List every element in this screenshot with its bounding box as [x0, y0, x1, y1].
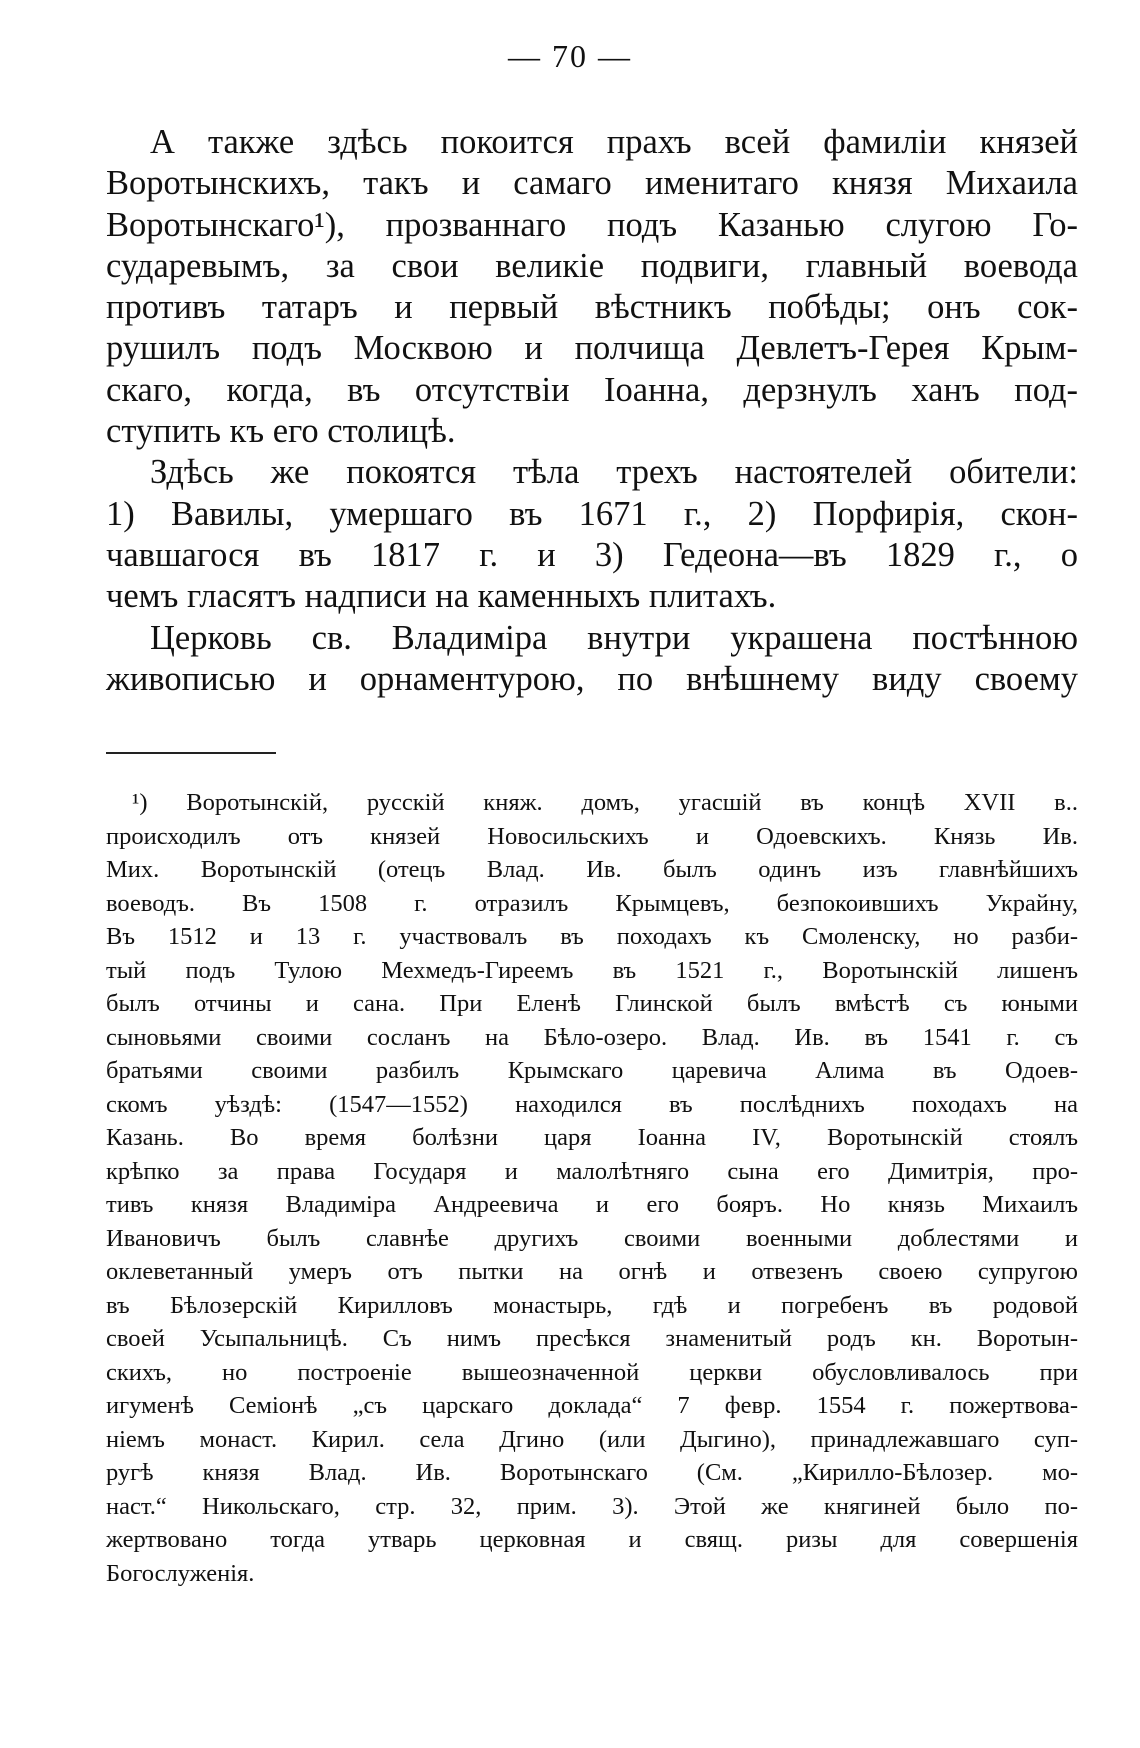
main-line: Церковь св. Владиміра внутри украшена постѣнною [150, 618, 1078, 657]
footnote-line: оклеветанный умеръ отъ пытки на огнѣ и отвезенъ своею супругою [106, 1258, 1078, 1285]
footnote-line: тый подъ Тулою Мехмедъ-Гиреемъ въ 1521 г., Воротынскій лишенъ [106, 956, 1078, 984]
main-line: противъ татаръ и первый вѣстникъ побѣды; онъ сок- [106, 288, 1078, 327]
main-line: скаго, когда, въ отсутствіи Іоанна, дерзнулъ ханъ под- [106, 370, 1078, 409]
footnote-line: Ивановичъ былъ славнѣе другихъ своими военными доблестями и [106, 1224, 1078, 1252]
footnote-line: ніемъ монаст. Кирил. села Дгино (или Дыгино), принадлежавшаго суп- [106, 1425, 1078, 1453]
main-line: А также здѣсь покоится прахъ всей фамиліи князей [150, 123, 1078, 161]
footnote-line: воеводъ. Въ 1508 г. отразилъ Крымцевъ, безпокоившихъ Украйну, [106, 889, 1078, 917]
footnote-line: въ Бѣлозерскій Кирилловъ монастырь, гдѣ и погребенъ въ родовой [106, 1291, 1078, 1319]
main-line: чавшагося въ 1817 г. и 3) Гедеона—въ 1829 г., о [106, 535, 1078, 574]
main-line: 1) Вавилы, умершаго въ 1671 г., 2) Порфирія, скон- [106, 494, 1078, 533]
footnote-line: тивъ князя Владиміра Андреевича и его бояръ. Но князь Михаилъ [106, 1191, 1078, 1218]
footnote [106, 786, 1078, 1590]
footnote-line: братьями своими разбилъ Крымскаго царевича Алима въ Одоев- [106, 1057, 1078, 1084]
footnote-line: своей Усыпальницѣ. Съ нимъ пресѣкся знаменитый родъ кн. Воротын- [106, 1325, 1078, 1352]
main-line: Воротынскаго¹), прозваннаго подъ Казанью слугою Го- [106, 205, 1078, 244]
footnote-line: ругѣ князя Влад. Ив. Воротынскаго (См. „Кирилло-Бѣлозер. мо- [106, 1459, 1078, 1486]
footnote-line: ¹) Воротынскій, русскій княж. домъ, угасшій въ концѣ XVII в.. [132, 789, 1078, 816]
page-number: — 70 — [508, 38, 632, 74]
footnote-line: сыновьями своими сосланъ на Бѣло-озеро. Влад. Ив. въ 1541 г. съ [106, 1023, 1078, 1051]
footnote-line: скихъ, но построеніе вышеозначенной церкви обусловливалось при [106, 1358, 1078, 1386]
footnote-line: крѣпко за права Государя и малолѣтняго сына его Димитрія, про- [106, 1157, 1078, 1185]
footnote-line: игуменѣ Семіонѣ „съ царскаго доклада“ 7 февр. 1554 г. пожертвова- [106, 1392, 1078, 1419]
main-line: живописью и орнаментурою, по внѣшнему виду своему [106, 659, 1078, 698]
footnote-line: скомъ уѣздѣ: (1547—1552) находился въ послѣднихъ походахъ на [106, 1090, 1078, 1118]
footnote-divider [106, 752, 276, 754]
footnote-line: Богослуженія. [106, 1559, 255, 1587]
main-line: Воротынскихъ, такъ и самаго именитаго князя Михаила [106, 164, 1078, 203]
footnote-line: Въ 1512 и 13 г. участвовалъ въ походахъ къ Смоленску, но разби- [106, 923, 1078, 950]
main-line: ступить къ его столицѣ. [106, 412, 456, 451]
main-line: рушилъ подъ Москвою и полчища Девлетъ-Герея Крым- [106, 329, 1078, 368]
footnote-line: Мих. Воротынскій (отецъ Влад. Ив. былъ одинъ изъ главнѣйшихъ [106, 856, 1078, 883]
footnote-line: былъ отчины и сана. При Еленѣ Глинской былъ вмѣстѣ съ юными [106, 990, 1078, 1017]
footnote-line: Казань. Во время болѣзни царя Іоанна IV, Воротынскій стоялъ [106, 1124, 1078, 1151]
footnote-line: наст.“ Никольскаго, стр. 32, прим. 3). Этой же княгиней было по- [106, 1492, 1078, 1520]
main-line: чемъ гласятъ надписи на каменныхъ плитахъ. [106, 577, 777, 616]
main-line: сударевымъ, за свои великіе подвиги, главный воевода [106, 246, 1078, 285]
footnote-line: жертвовано тогда утварь церковная и свящ. ризы для совершенія [106, 1526, 1078, 1553]
footnote-line: происходилъ отъ князей Новосильскихъ и Одоевскихъ. Князь Ив. [106, 822, 1078, 850]
main-line: Здѣсь же покоятся тѣла трехъ настоятелей обители: [150, 453, 1078, 492]
main-text [106, 122, 1078, 700]
